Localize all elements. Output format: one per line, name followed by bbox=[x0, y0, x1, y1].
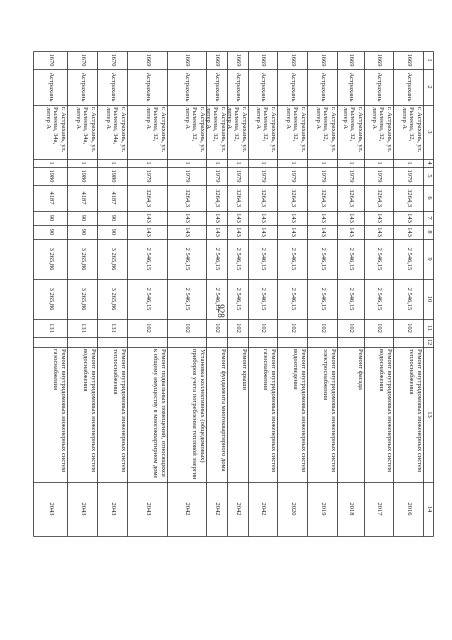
cost-b-cell: 3 265,86 bbox=[109, 287, 117, 311]
object-id-cell: 1669 bbox=[184, 53, 192, 67]
build-year-cell: 1980 bbox=[47, 169, 55, 183]
address-cell: г. Астрахань, ул. Рылеева, 34а, литер А bbox=[44, 107, 67, 153]
city-cell: Астрахань bbox=[109, 72, 117, 102]
object-id-cell: 1670 bbox=[47, 53, 55, 67]
blank-cell bbox=[128, 337, 168, 347]
build-year-cell: 1979 bbox=[184, 169, 192, 183]
cost-b-cell: 2 546,15 bbox=[405, 287, 413, 311]
total-area-cell: 3264,3 bbox=[376, 189, 384, 207]
cost-a-cell: 2 546,15 bbox=[289, 247, 297, 271]
cost-a-cell: 2 546,15 bbox=[235, 247, 243, 271]
deadline-year-cell: 2042 bbox=[235, 502, 243, 516]
residents-b-cell: 143 bbox=[319, 227, 327, 237]
work-type-cell: Установка коллективных (общедомовых) приборов учета потребления тепловой энергии bbox=[191, 349, 206, 480]
residents-a-cell: 143 bbox=[289, 213, 297, 223]
rate-cell: 102 bbox=[289, 323, 297, 333]
address-cell: г. Астрахань, ул. Рылеева, 32, литер А bbox=[144, 107, 167, 153]
build-year-cell: 1979 bbox=[405, 169, 413, 183]
deadline-year-cell: 2018 bbox=[348, 502, 356, 516]
blank-cell bbox=[394, 337, 424, 347]
city-cell: Астрахань bbox=[289, 72, 297, 102]
address-cell: г. Астрахань, ул. Рылеева, 32, литер А bbox=[225, 107, 248, 153]
residents-b-cell: 90 bbox=[109, 228, 117, 236]
build-year-cell: 1979 bbox=[214, 169, 222, 183]
blank-cell bbox=[98, 337, 128, 347]
city-cell: Астрахань bbox=[144, 72, 152, 102]
residents-a-cell: 143 bbox=[260, 213, 268, 223]
cost-a-cell: 2 546,15 bbox=[214, 247, 222, 271]
deadline-year-cell: 2017 bbox=[376, 502, 384, 516]
blank-cell bbox=[68, 337, 98, 347]
total-area-cell: 3264,3 bbox=[289, 189, 297, 207]
rate-cell: 102 bbox=[260, 323, 268, 333]
object-id-cell: 1670 bbox=[109, 53, 117, 67]
rate-cell: 102 bbox=[405, 323, 413, 333]
total-area-cell: 3264,3 bbox=[184, 189, 192, 207]
floors-cell: 1 bbox=[260, 161, 268, 165]
residents-a-cell: 143 bbox=[144, 213, 152, 223]
cost-a-cell: 2 546,15 bbox=[376, 247, 384, 271]
deadline-year-cell: 2043 bbox=[109, 502, 117, 516]
build-year-cell: 1980 bbox=[109, 169, 117, 183]
cost-a-cell: 2 546,15 bbox=[348, 247, 356, 271]
rate-cell: 131 bbox=[79, 323, 87, 333]
residents-b-cell: 143 bbox=[405, 227, 413, 237]
total-area-cell: 3264,3 bbox=[144, 189, 152, 207]
residents-b-cell: 143 bbox=[144, 227, 152, 237]
city-cell: Астрахань bbox=[214, 72, 222, 102]
header-cell-8: 8 bbox=[425, 230, 433, 234]
floors-cell: 1 bbox=[319, 161, 327, 165]
rate-cell: 102 bbox=[184, 323, 192, 333]
header-cell-5: 5 bbox=[425, 174, 433, 178]
cost-a-cell: 3 265,86 bbox=[109, 247, 117, 271]
work-type-cell: Ремонт подвальных помещений, относящихся к общему имуществу в многоквартирном доме bbox=[152, 349, 167, 479]
address-cell: г. Астрахань, ул. Рылеева, 34а, литер А bbox=[104, 107, 127, 153]
residents-a-cell: 90 bbox=[79, 214, 87, 222]
header-cell-10: 10 bbox=[425, 295, 433, 303]
address-cell: г. Астрахань, ул. Рылеева, 32, литер А bbox=[183, 107, 206, 153]
total-area-cell: 3264,3 bbox=[348, 189, 356, 207]
floors-cell: 1 bbox=[376, 161, 384, 165]
object-id-cell: 1669 bbox=[376, 53, 384, 67]
residents-a-cell: 143 bbox=[184, 213, 192, 223]
rate-cell: 102 bbox=[144, 323, 152, 333]
object-id-cell: 1669 bbox=[214, 53, 222, 67]
cost-b-cell: 2 546,15 bbox=[376, 287, 384, 311]
rate-cell: 102 bbox=[235, 323, 243, 333]
blank-cell bbox=[365, 337, 394, 347]
rate-cell: 131 bbox=[47, 323, 55, 333]
header-cell-4: 4 bbox=[425, 161, 433, 165]
deadline-year-cell: 2043 bbox=[47, 502, 55, 516]
floors-cell: 1 bbox=[348, 161, 356, 165]
build-year-cell: 1979 bbox=[260, 169, 268, 183]
work-type-cell: Ремонт внутридомовых инженерных систем газоснабжения bbox=[52, 349, 67, 472]
deadline-year-cell: 2019 bbox=[319, 502, 327, 516]
deadline-year-cell: 2043 bbox=[144, 502, 152, 516]
blank-cell bbox=[308, 337, 338, 347]
total-area-cell: 3264,3 bbox=[214, 189, 222, 207]
total-area-cell: 4187 bbox=[109, 191, 117, 205]
cost-a-cell: 2 546,15 bbox=[405, 247, 413, 271]
cost-a-cell: 3 265,86 bbox=[47, 247, 55, 271]
header-cell-1: 1 bbox=[425, 58, 433, 62]
floors-cell: 1 bbox=[289, 161, 297, 165]
work-type-cell: Ремонт крыши bbox=[241, 349, 248, 390]
work-type-cell: Ремонт внутридомовых инженерных систем теплоснабжения bbox=[408, 349, 423, 472]
cost-b-cell: 2 546,15 bbox=[348, 287, 356, 311]
address-cell: г. Астрахань, ул. Рылеева, 32, литер А bbox=[314, 107, 337, 153]
address-cell: г. Астрахань, ул. Рылеева, 32, литер А bbox=[284, 107, 307, 153]
rate-cell: 102 bbox=[214, 323, 222, 333]
total-area-cell: 4187 bbox=[47, 191, 55, 205]
blank-cell bbox=[207, 337, 228, 347]
object-id-cell: 1669 bbox=[405, 53, 413, 67]
cost-b-cell: 2 546,15 bbox=[319, 287, 327, 311]
city-cell: Астрахань bbox=[79, 72, 87, 102]
city-cell: Астрахань bbox=[319, 72, 327, 102]
residents-b-cell: 90 bbox=[79, 228, 87, 236]
total-area-cell: 4187 bbox=[79, 191, 87, 205]
work-type-cell: Ремонт внутридомовых инженерных систем газоснабжения bbox=[262, 349, 277, 472]
deadline-year-cell: 2042 bbox=[260, 502, 268, 516]
address-cell: г. Астрахань, ул. Рылеева, 32, литер А bbox=[254, 107, 277, 153]
floors-cell: 1 bbox=[79, 161, 87, 165]
residents-a-cell: 143 bbox=[348, 213, 356, 223]
cost-a-cell: 2 546,15 bbox=[319, 247, 327, 271]
floors-cell: 1 bbox=[109, 161, 117, 165]
work-type-cell: Ремонт фундамента многоквартирного дома bbox=[220, 349, 227, 472]
residents-b-cell: 143 bbox=[214, 227, 222, 237]
object-id-cell: 1669 bbox=[235, 53, 243, 67]
address-cell: г. Астрахань, ул. Рылеева, 32, литер А bbox=[370, 107, 393, 153]
residents-a-cell: 143 bbox=[235, 213, 243, 223]
object-id-cell: 1669 bbox=[348, 53, 356, 67]
cost-b-cell: 3 265,86 bbox=[79, 287, 87, 311]
build-year-cell: 1979 bbox=[235, 169, 243, 183]
floors-cell: 1 bbox=[144, 161, 152, 165]
work-type-cell: Ремонт внутридомовых инженерных систем водоснабжения bbox=[378, 349, 393, 472]
total-area-cell: 3264,3 bbox=[405, 189, 413, 207]
object-id-cell: 1669 bbox=[319, 53, 327, 67]
cost-b-cell: 2 546,15 bbox=[214, 287, 222, 311]
floors-cell: 1 bbox=[235, 161, 243, 165]
residents-a-cell: 143 bbox=[214, 213, 222, 223]
cost-b-cell: 2 546,15 bbox=[260, 287, 268, 311]
city-cell: Астрахань bbox=[235, 72, 243, 102]
deadline-year-cell: 2042 bbox=[184, 502, 192, 516]
residents-b-cell: 143 bbox=[260, 227, 268, 237]
cost-b-cell: 2 546,15 bbox=[144, 287, 152, 311]
total-area-cell: 3264,3 bbox=[319, 189, 327, 207]
rate-cell: 131 bbox=[109, 323, 117, 333]
residents-b-cell: 90 bbox=[47, 228, 55, 236]
city-cell: Астрахань bbox=[47, 72, 55, 102]
blank-cell bbox=[338, 337, 365, 347]
floors-cell: 1 bbox=[47, 161, 55, 165]
build-year-cell: 1979 bbox=[376, 169, 384, 183]
rate-cell: 102 bbox=[319, 323, 327, 333]
repair-schedule-table bbox=[24, 51, 434, 609]
residents-b-cell: 143 bbox=[289, 227, 297, 237]
city-cell: Астрахань bbox=[348, 72, 356, 102]
build-year-cell: 1980 bbox=[79, 169, 87, 183]
object-id-cell: 1670 bbox=[79, 53, 87, 67]
blank-cell bbox=[228, 337, 249, 347]
residents-b-cell: 143 bbox=[235, 227, 243, 237]
cost-a-cell: 2 546,15 bbox=[144, 247, 152, 271]
cost-a-cell: 2 546,15 bbox=[184, 247, 192, 271]
floors-cell: 1 bbox=[184, 161, 192, 165]
build-year-cell: 1979 bbox=[348, 169, 356, 183]
city-cell: Астрахань bbox=[376, 72, 384, 102]
work-type-cell: Ремонт внутридомовых инженерных систем водоотведения bbox=[292, 349, 307, 472]
build-year-cell: 1979 bbox=[289, 169, 297, 183]
city-cell: Астрахань bbox=[260, 72, 268, 102]
object-id-cell: 1669 bbox=[260, 53, 268, 67]
header-cell-9: 9 bbox=[425, 257, 433, 261]
blank-cell bbox=[168, 337, 207, 347]
cost-b-cell: 3 265,86 bbox=[47, 287, 55, 311]
blank-cell bbox=[278, 337, 308, 347]
rate-cell: 102 bbox=[348, 323, 356, 333]
address-cell: г. Астрахань, ул. Рылеева, 32, литер А bbox=[400, 107, 423, 153]
header-cell-13: 13 bbox=[425, 411, 433, 418]
residents-a-cell: 143 bbox=[376, 213, 384, 223]
residents-b-cell: 143 bbox=[184, 227, 192, 237]
rate-cell: 102 bbox=[376, 323, 384, 333]
work-type-cell: Ремонт внутридомовых инженерных систем электроснабжения bbox=[322, 349, 337, 472]
city-cell: Астрахань bbox=[184, 72, 192, 102]
floors-cell: 1 bbox=[214, 161, 222, 165]
object-id-cell: 1669 bbox=[289, 53, 297, 67]
deadline-year-cell: 2020 bbox=[289, 502, 297, 516]
cost-a-cell: 3 265,86 bbox=[79, 247, 87, 271]
blank-cell bbox=[249, 337, 278, 347]
city-cell: Астрахань bbox=[405, 72, 413, 102]
header-cell-14: 14 bbox=[425, 505, 433, 513]
cost-b-cell: 2 546,15 bbox=[235, 287, 243, 311]
blank-cell bbox=[34, 337, 68, 347]
header-cell-11: 11 bbox=[425, 324, 433, 332]
cost-b-cell: 2 546,15 bbox=[184, 287, 192, 311]
build-year-cell: 1979 bbox=[144, 169, 152, 183]
address-cell: г. Астрахань, ул. Рылеева, 34а, литер А bbox=[74, 107, 97, 153]
header-cell-7: 7 bbox=[425, 216, 433, 220]
residents-a-cell: 90 bbox=[109, 214, 117, 222]
deadline-year-cell: 2016 bbox=[405, 502, 413, 516]
deadline-year-cell: 2042 bbox=[214, 502, 222, 516]
residents-b-cell: 143 bbox=[348, 227, 356, 237]
header-cell-2: 2 bbox=[425, 85, 433, 89]
residents-b-cell: 143 bbox=[376, 227, 384, 237]
total-area-cell: 3264,3 bbox=[235, 189, 243, 207]
header-cell-3: 3 bbox=[425, 130, 433, 134]
build-year-cell: 1979 bbox=[319, 169, 327, 183]
object-id-cell: 1669 bbox=[144, 53, 152, 67]
work-type-cell: Ремонт внутридомовых инженерных систем водоснабжения bbox=[82, 349, 97, 472]
deadline-year-cell: 2043 bbox=[79, 502, 87, 516]
cost-a-cell: 2 546,15 bbox=[260, 247, 268, 271]
residents-a-cell: 143 bbox=[319, 213, 327, 223]
floors-cell: 1 bbox=[405, 161, 413, 165]
residents-a-cell: 143 bbox=[405, 213, 413, 223]
header-cell-6: 6 bbox=[425, 196, 433, 200]
cost-b-cell: 2 546,15 bbox=[289, 287, 297, 311]
address-cell: г. Астрахань, ул. Рылеева, 32, литер А bbox=[204, 107, 227, 153]
residents-a-cell: 90 bbox=[47, 214, 55, 222]
header-cell-12: 12 bbox=[425, 338, 433, 346]
page-number: 928 bbox=[216, 304, 226, 318]
address-cell: г. Астрахань, ул. Рылеева, 32, литер А bbox=[341, 107, 364, 153]
work-type-cell: Ремонт внутридомовых инженерных систем теплоснабжения bbox=[112, 349, 127, 472]
work-type-cell: Ремонт фасада bbox=[357, 349, 364, 390]
total-area-cell: 3264,3 bbox=[260, 189, 268, 207]
